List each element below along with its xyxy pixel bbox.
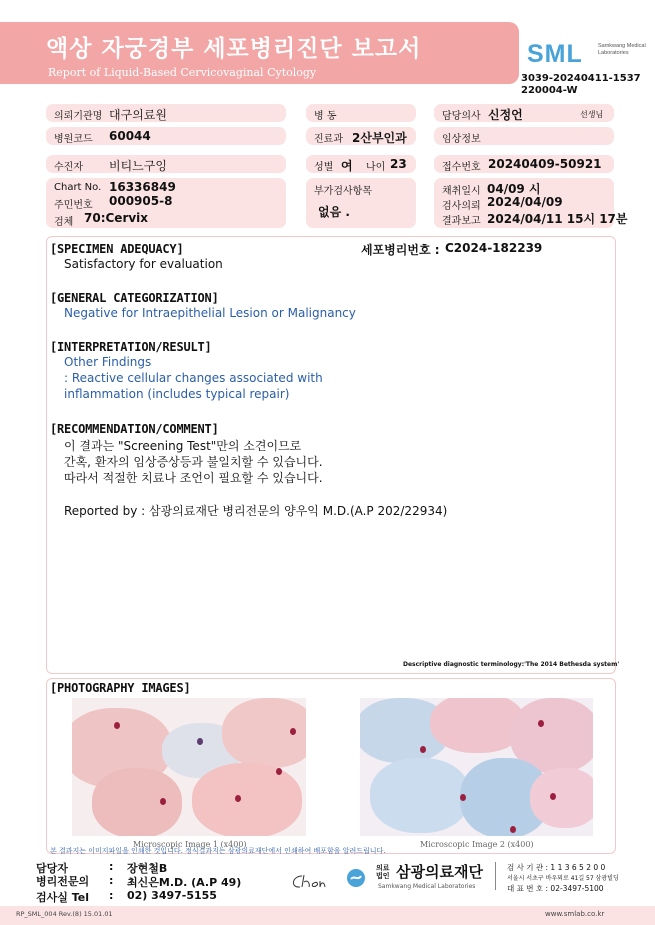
hospital-code-value: 60044 <box>109 129 151 143</box>
reception-value: 20240409-50921 <box>488 157 602 171</box>
caption-image-2: Microscopic Image 2 (x400) <box>420 840 534 849</box>
result-value: 2024/04/11 15시 17분 <box>487 212 628 226</box>
specimen-label: 검체 <box>54 217 74 228</box>
representative-number: 대 표 번 호 : 02-3497-5100 <box>507 884 604 893</box>
address: 서울시 서초구 바우뫼로 41길 57 삼광빌딩 <box>507 875 619 882</box>
collection-label: 채취일시 <box>442 186 481 197</box>
report-subtitle: Report of Liquid-Based Cervicovaginal Cytology <box>48 66 317 79</box>
recommendation-title: [RECOMMENDATION/COMMENT] <box>50 422 219 436</box>
result-label: 결과보고 <box>442 216 481 227</box>
collection-value: 04/09 시 <box>487 182 541 196</box>
institution-label: 의뢰기관명 <box>54 111 103 122</box>
sml-logo <box>527 40 583 69</box>
extra-test-label: 부가검사항목 <box>314 186 372 197</box>
doctor-label: 담당의사 <box>442 111 481 122</box>
form-code: RP_SML_004 Rev.(8) 15.01.01 <box>16 910 113 918</box>
ward-label: 병 동 <box>314 111 337 122</box>
sex-label: 성별 <box>314 162 334 173</box>
microscopic-image-2 <box>360 698 593 836</box>
report-code-line1: 3039-20240411-1537 <box>521 73 641 84</box>
cytology-no-value: C2024-182239 <box>445 241 543 255</box>
logo-subtext: Samkwang Medical Laboratories <box>598 43 646 56</box>
footer-divider <box>495 862 496 890</box>
specimen-adequacy-text: Satisfactory for evaluation <box>64 257 223 271</box>
interpretation-line-3: inflammation (includes typical repair) <box>64 387 290 401</box>
report-title: 액상 자궁경부 세포병리진단 보고서 <box>46 36 422 62</box>
print-notice: 본 결과지는 이미지파일을 인쇄한 것입니다. 정식결과지는 삼광의료재단에서 인쇄하여 배포함을 알려드립니다. <box>50 847 386 855</box>
examinee-label: 수진자 <box>54 162 83 173</box>
report-code-line2: 220004-W <box>521 85 578 96</box>
foundation-name: 삼광의료재단 <box>396 863 483 881</box>
caption-image-1: Microscopic Image 1 (x400) <box>133 840 247 849</box>
tel-label: 검사실 Tel <box>36 891 89 904</box>
doctor-suffix: 선생님 <box>580 110 604 119</box>
examinee-value: 비티느구잉 <box>109 159 167 173</box>
signature <box>288 870 328 892</box>
request-value: 2024/04/09 <box>487 195 563 209</box>
staff-label: 담당자 <box>36 862 68 875</box>
chart-label: Chart No. <box>54 182 102 193</box>
reception-label: 접수번호 <box>442 162 481 173</box>
reported-by: Reported by : 삼광의료재단 병리전문의 양우익 M.D.(A.P 202/22934) <box>64 504 448 518</box>
resident-value: 000905-8 <box>109 194 173 208</box>
doctor-value: 신정언 <box>488 108 523 122</box>
tel-value: 02) 3497-5155 <box>127 889 217 902</box>
agency-number: 검 사 기 관 : 1 1 3 6 5 2 0 0 <box>507 863 606 872</box>
sex-value: 여 <box>341 159 353 173</box>
specimen-adequacy-title: [SPECIMEN ADEQUACY] <box>50 242 184 256</box>
institution-value: 대구의료원 <box>109 108 167 122</box>
interpretation-line-2: : Reactive cellular changes associated with <box>64 371 323 385</box>
foundation-prefix: 의료법인 <box>376 864 390 880</box>
department-value: 2산부인과 <box>352 131 407 145</box>
age-label: 나이 <box>366 162 386 173</box>
photography-title: [PHOTOGRAPHY IMAGES] <box>50 681 191 695</box>
comment-line-2: 간혹, 환자의 임상증상등과 불일치할 수 있습니다. <box>64 455 323 469</box>
department-label: 진료과 <box>314 134 343 145</box>
age-value: 23 <box>390 157 407 171</box>
clinical-info-label: 임상정보 <box>442 134 481 145</box>
hospital-code-label: 병원코드 <box>54 134 93 145</box>
pathologist-value: 최신은M.D. (A.P 49) <box>127 876 242 889</box>
pathologist-label: 병리전문의 <box>36 875 90 888</box>
cytology-no-label: 세포병리번호 : <box>361 243 440 257</box>
foundation-name-en: Samkwang Medical Laboratories <box>378 883 476 890</box>
interpretation-title: [INTERPRETATION/RESULT] <box>50 340 212 354</box>
microscopic-image-1 <box>72 698 306 836</box>
foundation-logo-icon <box>346 868 366 888</box>
specimen-value: 70:Cervix <box>84 211 149 225</box>
interpretation-line-1: Other Findings <box>64 355 152 369</box>
resident-label: 주민번호 <box>54 200 93 211</box>
terminology-note: Descriptive diagnostic terminology:'The 2014 Bethesda system' <box>403 661 620 668</box>
extra-test-value: 없음 . <box>318 205 350 219</box>
comment-line-1: 이 결과는 "Screening Test"만의 소견이므로 <box>64 439 302 453</box>
chart-value: 16336849 <box>109 180 176 194</box>
general-categorization-text: Negative for Intraepithelial Lesion or Malignancy <box>64 306 356 320</box>
request-label: 검사의뢰 <box>442 201 481 212</box>
staff-value: 장현철B <box>127 862 168 875</box>
logo-text: SML <box>527 40 583 68</box>
general-categorization-title: [GENERAL CATEGORIZATION] <box>50 291 219 305</box>
comment-line-3: 따라서 적절한 치료나 조언이 필요할 수 있습니다. <box>64 471 323 485</box>
website-link[interactable]: www.smlab.co.kr <box>545 910 605 918</box>
